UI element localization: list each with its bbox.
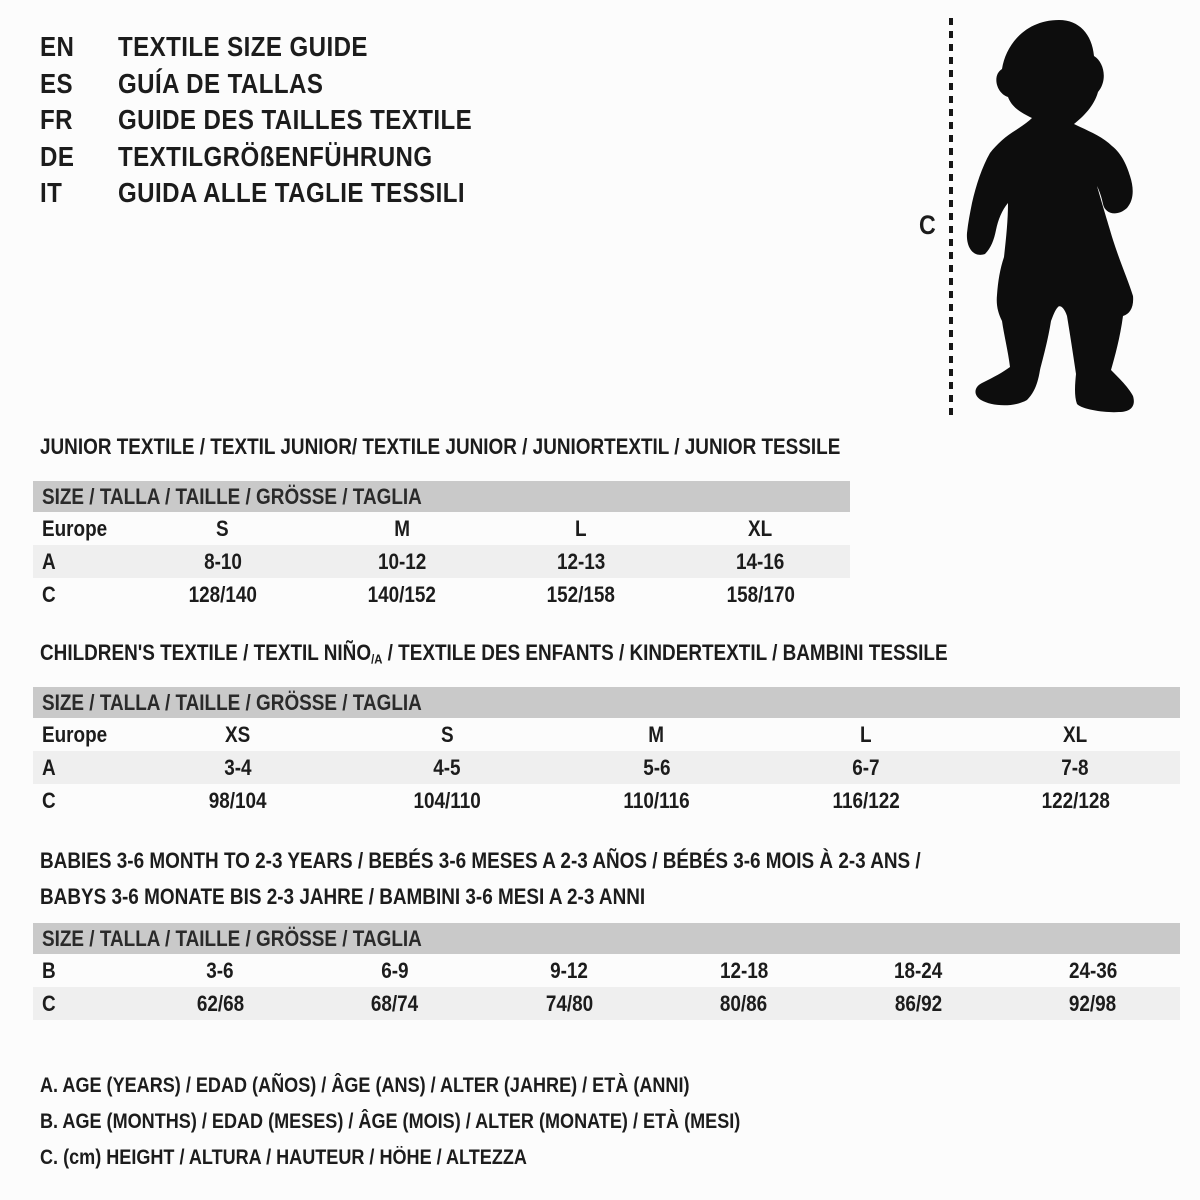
size-cell: 3-6 bbox=[206, 957, 234, 983]
children-size-table bbox=[33, 687, 1180, 817]
size-cell: 3-4 bbox=[224, 754, 252, 780]
language-label: TEXTILGRÖßENFÜHRUNG bbox=[118, 140, 433, 172]
row-label: C bbox=[42, 581, 56, 607]
size-cell: XL bbox=[748, 515, 773, 541]
size-cell: 74/80 bbox=[545, 990, 593, 1016]
table-row bbox=[33, 954, 1180, 987]
size-header-bar: SIZE / TALLA / TAILLE / GRÖSSE / TAGLIA bbox=[33, 687, 1180, 718]
size-cell: 18-24 bbox=[894, 957, 943, 983]
size-cell: XS bbox=[225, 721, 251, 747]
size-cell: 80/86 bbox=[720, 990, 768, 1016]
babies-size-table bbox=[33, 923, 1180, 1020]
table-row bbox=[33, 545, 850, 578]
children-section-title: CHILDREN'S TEXTILE / TEXTIL $NIÑO_{/A}$ / TEXTILE DES ENFANTS / KINDERTEXTIL / BAMBINI TESSILE bbox=[40, 640, 948, 667]
table-row bbox=[33, 987, 1180, 1020]
size-cell: 6-7 bbox=[852, 754, 880, 780]
height-measure-line bbox=[949, 18, 953, 416]
size-cell: S bbox=[216, 515, 229, 541]
table-row bbox=[33, 512, 850, 545]
size-cell: 62/68 bbox=[196, 990, 244, 1016]
size-cell: 92/98 bbox=[1069, 990, 1117, 1016]
row-label: Europe bbox=[42, 515, 108, 541]
size-cell: 7-8 bbox=[1061, 754, 1089, 780]
junior-size-table bbox=[33, 481, 850, 611]
language-title-list bbox=[40, 29, 530, 212]
language-code: IT bbox=[40, 177, 63, 209]
legend-line-b: B. AGE (MONTHS) / EDAD (MESES) / ÂGE (MOIS) / ALTER (MONATE) / ETÀ (MESI) bbox=[40, 1110, 741, 1133]
size-cell: 6-9 bbox=[381, 957, 409, 983]
language-code: ES bbox=[40, 67, 73, 99]
table-row bbox=[33, 718, 1180, 751]
row-label: A bbox=[42, 754, 56, 780]
language-label: GUÍA DE TALLAS bbox=[118, 67, 324, 99]
junior-section-title: JUNIOR TEXTILE / TEXTIL JUNIOR/ TEXTILE JUNIOR / JUNIORTEXTIL / JUNIOR TESSILE bbox=[40, 434, 841, 459]
size-cell: L bbox=[575, 515, 587, 541]
language-row bbox=[40, 175, 530, 212]
language-row bbox=[40, 139, 530, 176]
size-cell: 98/104 bbox=[208, 787, 267, 813]
size-cell: 104/110 bbox=[413, 787, 481, 813]
size-cell: 8-10 bbox=[203, 548, 242, 574]
size-cell: M bbox=[648, 721, 665, 747]
language-row bbox=[40, 66, 530, 103]
size-header-bar: SIZE / TALLA / TAILLE / GRÖSSE / TAGLIA bbox=[33, 923, 1180, 954]
size-cell: 12-13 bbox=[556, 548, 606, 574]
row-label: Europe bbox=[42, 721, 108, 747]
row-label: A bbox=[42, 548, 56, 574]
size-cell: 86/92 bbox=[894, 990, 942, 1016]
size-cell: 12-18 bbox=[719, 957, 768, 983]
size-cell: 140/152 bbox=[367, 581, 437, 607]
size-cell: S bbox=[440, 721, 454, 747]
size-cell: M bbox=[393, 515, 410, 541]
row-label: B bbox=[42, 957, 56, 983]
table-row bbox=[33, 784, 1180, 817]
height-dimension-label: C bbox=[919, 210, 936, 240]
size-cell: 68/74 bbox=[371, 990, 419, 1016]
size-cell: 10-12 bbox=[377, 548, 427, 574]
babies-section-title-line2: BABYS 3-6 MONATE BIS 2-3 JAHRE / BAMBINI 3-6 MESI A 2-3 ANNI bbox=[40, 884, 646, 909]
size-header-bar: SIZE / TALLA / TAILLE / GRÖSSE / TAGLIA bbox=[33, 481, 850, 512]
size-cell: 4-5 bbox=[433, 754, 461, 780]
size-cell: 122/128 bbox=[1041, 787, 1110, 813]
table-row bbox=[33, 751, 1180, 784]
dimension-legend bbox=[40, 1068, 854, 1176]
babies-section-title-line1: BABIES 3-6 MONTH TO 2-3 YEARS / BEBÉS 3-6 MESES A 2-3 AÑOS / BÉBÉS 3-6 MOIS À 2-3 ANS / bbox=[40, 848, 921, 873]
size-cell: 24-36 bbox=[1068, 957, 1117, 983]
size-cell: 116/122 bbox=[832, 787, 900, 813]
size-cell: 128/140 bbox=[188, 581, 257, 607]
toddler-silhouette-icon bbox=[963, 18, 1137, 416]
language-label: TEXTILE SIZE GUIDE bbox=[118, 31, 368, 63]
title-subscript: /A bbox=[371, 651, 383, 667]
size-cell: 152/158 bbox=[546, 581, 616, 607]
language-code: EN bbox=[40, 31, 75, 63]
row-label: C bbox=[42, 990, 56, 1016]
size-cell: XL bbox=[1063, 721, 1088, 747]
size-cell: L bbox=[860, 721, 872, 747]
size-cell: 14-16 bbox=[736, 548, 785, 574]
size-cell: 158/170 bbox=[726, 581, 795, 607]
legend-line-a: A. AGE (YEARS) / EDAD (AÑOS) / ÂGE (ANS) / ALTER (JAHRE) / ETÀ (ANNI) bbox=[40, 1074, 690, 1097]
table-row bbox=[33, 578, 850, 611]
language-label: GUIDE DES TAILLES TEXTILE bbox=[118, 104, 473, 136]
height-figure bbox=[905, 14, 1167, 420]
size-cell: 110/116 bbox=[623, 787, 690, 813]
language-code: FR bbox=[40, 104, 73, 136]
row-label: C bbox=[42, 787, 56, 813]
language-code: DE bbox=[40, 140, 75, 172]
language-label: GUIDA ALLE TAGLIE TESSILI bbox=[118, 177, 465, 209]
size-cell: 5-6 bbox=[642, 754, 671, 780]
language-row bbox=[40, 102, 530, 139]
size-cell: 9-12 bbox=[550, 957, 589, 983]
legend-line-c: C. (cm) HEIGHT / ALTURA / HAUTEUR / HÖHE / ALTEZZA bbox=[40, 1146, 527, 1169]
language-row bbox=[40, 29, 530, 66]
